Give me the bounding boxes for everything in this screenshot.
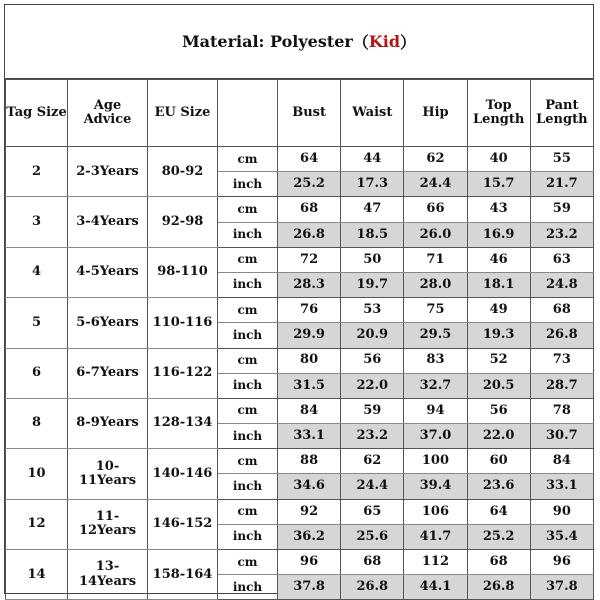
header-pant-length: Pant Length	[530, 80, 593, 147]
tag-size-cell: 14	[6, 550, 68, 600]
age-advice-cell: 10-11Years	[68, 449, 148, 499]
cm-value-cell: 84	[278, 398, 341, 423]
cm-value-cell: 47	[341, 197, 404, 222]
inch-value-cell: 33.1	[530, 474, 593, 499]
unit-inch-cell: inch	[218, 524, 278, 549]
inch-value-cell: 30.7	[530, 424, 593, 449]
inch-value-cell: 28.0	[404, 272, 467, 297]
inch-value-cell: 31.5	[278, 373, 341, 398]
cm-value-cell: 59	[341, 398, 404, 423]
cm-value-cell: 106	[404, 499, 467, 524]
header-hip: Hip	[404, 80, 467, 147]
cm-value-cell: 46	[467, 247, 530, 272]
title-open-paren: （	[352, 33, 369, 52]
unit-cm-cell: cm	[218, 298, 278, 323]
cm-value-cell: 50	[341, 247, 404, 272]
inch-value-cell: 28.7	[530, 373, 593, 398]
inch-value-cell: 16.9	[467, 222, 530, 247]
inch-value-cell: 15.7	[467, 172, 530, 197]
age-advice-cell: 6-7Years	[68, 348, 148, 398]
unit-cm-cell: cm	[218, 197, 278, 222]
eu-size-cell: 80-92	[148, 147, 218, 197]
inch-value-cell: 25.2	[467, 524, 530, 549]
tag-size-cell: 4	[6, 247, 68, 297]
header-tag-size: Tag Size	[6, 80, 68, 147]
unit-inch-cell: inch	[218, 474, 278, 499]
inch-value-cell: 19.3	[467, 323, 530, 348]
cm-value-cell: 49	[467, 298, 530, 323]
eu-size-cell: 128-134	[148, 398, 218, 448]
age-advice-cell: 3-4Years	[68, 197, 148, 247]
inch-value-cell: 28.3	[278, 272, 341, 297]
tag-size-cell: 3	[6, 197, 68, 247]
unit-cm-cell: cm	[218, 247, 278, 272]
cm-value-cell: 68	[341, 550, 404, 575]
tag-size-cell: 8	[6, 398, 68, 448]
header-bust: Bust	[278, 80, 341, 147]
age-advice-cell: 5-6Years	[68, 298, 148, 348]
cm-value-cell: 112	[404, 550, 467, 575]
size-chart	[4, 4, 594, 594]
tag-size-cell: 10	[6, 449, 68, 499]
inch-value-cell: 20.9	[341, 323, 404, 348]
unit-inch-cell: inch	[218, 373, 278, 398]
table-row-cm	[6, 398, 594, 423]
table-row-cm	[6, 348, 594, 373]
cm-value-cell: 55	[530, 147, 593, 172]
inch-value-cell: 36.2	[278, 524, 341, 549]
chart-title	[5, 5, 593, 79]
cm-value-cell: 64	[467, 499, 530, 524]
header-unit	[218, 80, 278, 147]
table-row-cm	[6, 550, 594, 575]
cm-value-cell: 96	[530, 550, 593, 575]
tag-size-cell: 2	[6, 147, 68, 197]
cm-value-cell: 53	[341, 298, 404, 323]
cm-value-cell: 66	[404, 197, 467, 222]
inch-value-cell: 26.8	[341, 575, 404, 600]
inch-value-cell: 29.9	[278, 323, 341, 348]
cm-value-cell: 64	[278, 147, 341, 172]
cm-value-cell: 68	[530, 298, 593, 323]
inch-value-cell: 25.2	[278, 172, 341, 197]
inch-value-cell: 23.2	[341, 424, 404, 449]
inch-value-cell: 25.6	[341, 524, 404, 549]
inch-value-cell: 18.5	[341, 222, 404, 247]
cm-value-cell: 40	[467, 147, 530, 172]
cm-value-cell: 71	[404, 247, 467, 272]
inch-value-cell: 26.8	[530, 323, 593, 348]
unit-inch-cell: inch	[218, 323, 278, 348]
title-close-paren: ）	[400, 33, 417, 52]
table-row-cm	[6, 449, 594, 474]
inch-value-cell: 22.0	[467, 424, 530, 449]
inch-value-cell: 41.7	[404, 524, 467, 549]
inch-value-cell: 37.0	[404, 424, 467, 449]
cm-value-cell: 68	[278, 197, 341, 222]
inch-value-cell: 35.4	[530, 524, 593, 549]
cm-value-cell: 83	[404, 348, 467, 373]
unit-cm-cell: cm	[218, 449, 278, 474]
unit-cm-cell: cm	[218, 499, 278, 524]
unit-inch-cell: inch	[218, 172, 278, 197]
eu-size-cell: 158-164	[148, 550, 218, 600]
cm-value-cell: 76	[278, 298, 341, 323]
cm-value-cell: 60	[467, 449, 530, 474]
cm-value-cell: 78	[530, 398, 593, 423]
cm-value-cell: 52	[467, 348, 530, 373]
cm-value-cell: 62	[341, 449, 404, 474]
eu-size-cell: 116-122	[148, 348, 218, 398]
header-eu-size: EU Size	[148, 80, 218, 147]
eu-size-cell: 110-116	[148, 298, 218, 348]
cm-value-cell: 68	[467, 550, 530, 575]
inch-value-cell: 24.8	[530, 272, 593, 297]
eu-size-cell: 92-98	[148, 197, 218, 247]
cm-value-cell: 56	[467, 398, 530, 423]
inch-value-cell: 37.8	[278, 575, 341, 600]
inch-value-cell: 37.8	[530, 575, 593, 600]
title-kid: Kid	[368, 32, 401, 51]
cm-value-cell: 44	[341, 147, 404, 172]
unit-cm-cell: cm	[218, 550, 278, 575]
tag-size-cell: 12	[6, 499, 68, 549]
inch-value-cell: 26.0	[404, 222, 467, 247]
inch-value-cell: 29.5	[404, 323, 467, 348]
age-advice-cell: 13-14Years	[68, 550, 148, 600]
cm-value-cell: 75	[404, 298, 467, 323]
cm-value-cell: 73	[530, 348, 593, 373]
cm-value-cell: 96	[278, 550, 341, 575]
inch-value-cell: 24.4	[341, 474, 404, 499]
header-waist: Waist	[341, 80, 404, 147]
unit-cm-cell: cm	[218, 147, 278, 172]
cm-value-cell: 94	[404, 398, 467, 423]
cm-value-cell: 65	[341, 499, 404, 524]
cm-value-cell: 59	[530, 197, 593, 222]
cm-value-cell: 80	[278, 348, 341, 373]
cm-value-cell: 84	[530, 449, 593, 474]
cm-value-cell: 72	[278, 247, 341, 272]
inch-value-cell: 22.0	[341, 373, 404, 398]
inch-value-cell: 32.7	[404, 373, 467, 398]
table-row-cm	[6, 298, 594, 323]
unit-inch-cell: inch	[218, 222, 278, 247]
inch-value-cell: 39.4	[404, 474, 467, 499]
table-row-cm	[6, 197, 594, 222]
tag-size-cell: 6	[6, 348, 68, 398]
inch-value-cell: 24.4	[404, 172, 467, 197]
age-advice-cell: 2-3Years	[68, 147, 148, 197]
inch-value-cell: 26.8	[467, 575, 530, 600]
cm-value-cell: 90	[530, 499, 593, 524]
inch-value-cell: 26.8	[278, 222, 341, 247]
table-row-cm	[6, 247, 594, 272]
inch-value-cell: 19.7	[341, 272, 404, 297]
unit-cm-cell: cm	[218, 348, 278, 373]
eu-size-cell: 98-110	[148, 247, 218, 297]
header-row	[6, 80, 594, 147]
inch-value-cell: 44.1	[404, 575, 467, 600]
inch-value-cell: 23.6	[467, 474, 530, 499]
inch-value-cell: 33.1	[278, 424, 341, 449]
cm-value-cell: 100	[404, 449, 467, 474]
unit-inch-cell: inch	[218, 272, 278, 297]
size-table	[5, 79, 594, 600]
unit-cm-cell: cm	[218, 398, 278, 423]
eu-size-cell: 140-146	[148, 449, 218, 499]
inch-value-cell: 18.1	[467, 272, 530, 297]
cm-value-cell: 92	[278, 499, 341, 524]
cm-value-cell: 63	[530, 247, 593, 272]
unit-inch-cell: inch	[218, 575, 278, 600]
cm-value-cell: 62	[404, 147, 467, 172]
inch-value-cell: 23.2	[530, 222, 593, 247]
tag-size-cell: 5	[6, 298, 68, 348]
title-material: Material: Polyester	[181, 32, 353, 51]
cm-value-cell: 56	[341, 348, 404, 373]
header-top-length: Top Length	[467, 80, 530, 147]
inch-value-cell: 34.6	[278, 474, 341, 499]
age-advice-cell: 11-12Years	[68, 499, 148, 549]
eu-size-cell: 146-152	[148, 499, 218, 549]
inch-value-cell: 20.5	[467, 373, 530, 398]
inch-value-cell: 17.3	[341, 172, 404, 197]
header-age-advice: Age Advice	[68, 80, 148, 147]
age-advice-cell: 4-5Years	[68, 247, 148, 297]
table-row-cm	[6, 499, 594, 524]
cm-value-cell: 88	[278, 449, 341, 474]
unit-inch-cell: inch	[218, 424, 278, 449]
age-advice-cell: 8-9Years	[68, 398, 148, 448]
table-row-cm	[6, 147, 594, 172]
cm-value-cell: 43	[467, 197, 530, 222]
inch-value-cell: 21.7	[530, 172, 593, 197]
